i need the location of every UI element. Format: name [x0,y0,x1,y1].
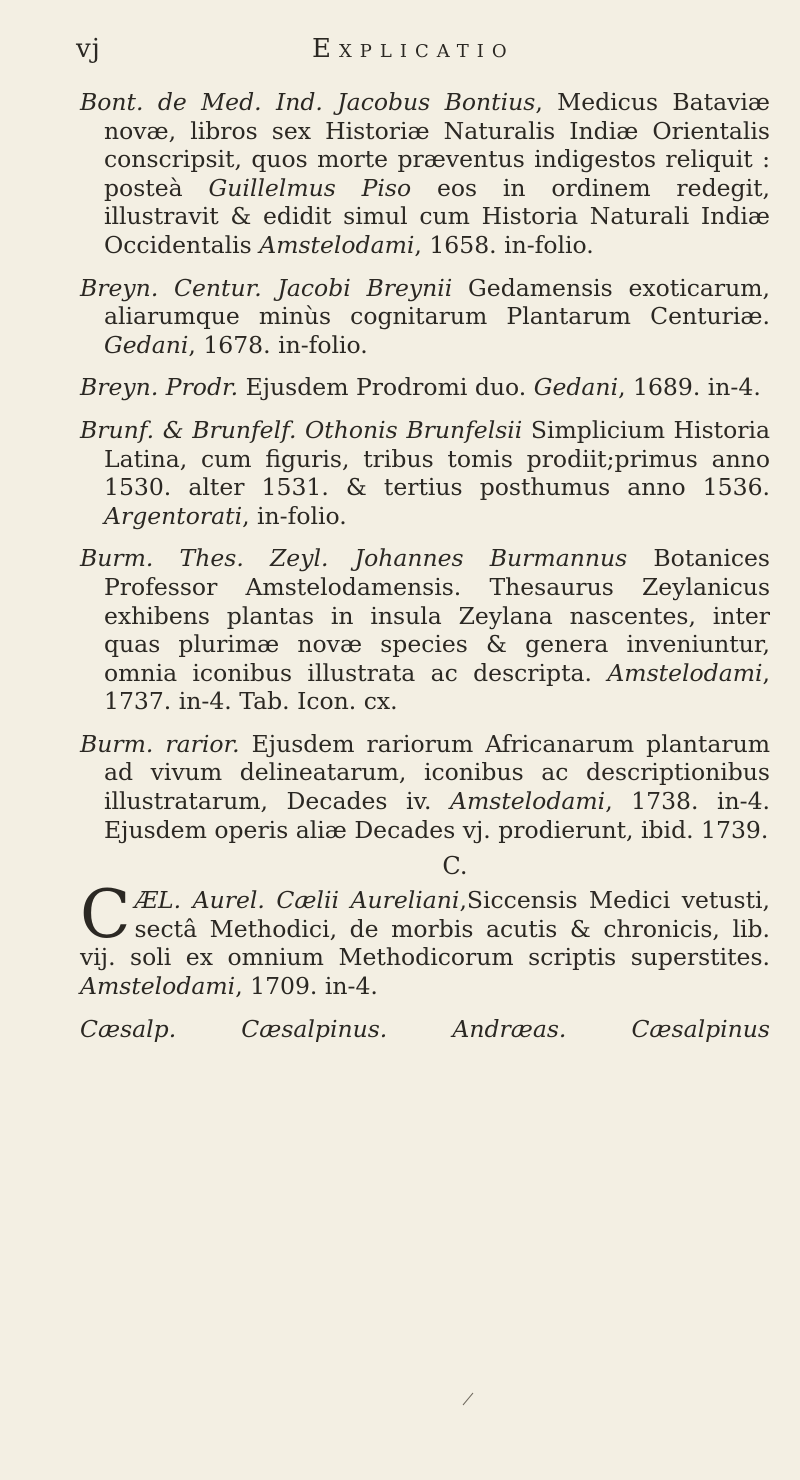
entry-text: , 1658. in-folio. [414,230,594,259]
entry-italic-text: Amstelodami [259,230,415,259]
entry-abbreviation: Breyn. Centur. [80,273,262,302]
entry-abbreviation: Bont. de Med. Ind. [80,88,323,116]
bibliography-entry [80,274,770,360]
entry-italic-text: Gedani [533,373,619,402]
catchword-line [80,1015,770,1043]
entry-text: Simplicium Historia Latina, cum figuris, tribus tomis prodiit;primus anno 1530. alter 1531. & tertius posthumus anno 1536. [104,415,770,502]
catchword: Cæsalpinus. [241,1014,388,1043]
entry-abbreviation: Breyn. Prodr. [80,373,239,402]
bibliography-entries [80,88,770,844]
entry-text: ,Siccensis Medici vetusti, sectâ Methodici, de morbis acutis & chronicis, lib. vij. soli ex omnium Methodicorum scriptis superstites. [80,886,770,972]
bibliography-entry [80,730,770,844]
entry-text: Gedamensis exoticarum, aliarumque minùs cognitarum Plantarum Centuriæ. [104,273,771,331]
entry-italic-text: Othonis Brunfelsii [305,415,523,444]
drop-cap: C [80,876,131,954]
entry-italic-text: Guillelmus Piso [208,173,412,202]
bibliography-entry [80,544,770,716]
entry-text: , 1738. in-4. Ejusdem operis aliæ Decades vj. prodierunt, ibid. 1739. [104,787,770,844]
stray-ink-mark [462,1392,474,1406]
catchword: Cæsalp. [80,1014,177,1043]
entry-text: , Medicus Bataviæ novæ, libros sex Historiæ Naturalis Indiæ Orientalis conscripsit, quos morte præventus indigestos reliquit : posteà [104,88,770,202]
entry-abbreviation: Brunf. & Brunfelf. [80,415,297,444]
entry-text: eos in ordinem redegit, illustravit & edidit simul cum Historia Naturali Indiæ Occidentalis [104,173,770,259]
entry-abbreviation: Burm. Thes. Zeyl. [80,544,329,573]
catchword: Cæsalpinus [631,1014,770,1043]
running-head [76,34,770,84]
section-letter: C. [442,852,468,881]
entry-italic-text: Amstelodami [450,787,606,816]
entry-abbreviation: Burm. rarior. [80,729,240,758]
entry-italic-text: Amstelodami [607,658,763,687]
entry-text: , in-folio. [242,501,347,530]
entry-abbreviation: ÆL. Aurel. [134,886,265,915]
entry-italic-text: Gedani [104,330,189,359]
entry-italic-text: Jacobus Bontius [337,88,536,116]
entry-text: Ejusdem Prodromi duo. [245,373,534,402]
entry-text: , 1689. in-4. [618,373,761,402]
running-title: Explicatio [312,34,515,64]
entry-text: Botanices Professor Amstelodamensis. Thesaurus Zeylanicus exhibens plantas in insula Zeylana nascentes, inter quas plurimæ novæ species & genera inveniuntur, omnia iconibus illustrata ac descripta. [104,544,770,687]
entry-text: , 1678. in-folio. [188,330,368,359]
entry-text: , 1737. in-4. Tab. Icon. cx. [104,658,770,716]
bibliography-entry [80,88,770,260]
catchword: Andræas. [452,1014,567,1043]
entry-italic-text: Jacobi Breynii [277,273,453,302]
entry-text: , 1709. in-4. [235,972,378,1001]
entry-italic-text: Argentorati [104,501,243,530]
entry-italic-text: Amstelodami [80,972,236,1001]
entry-italic-text: Johannes Burmannus [354,544,628,573]
bibliography-entry [80,416,770,530]
page-number: vj [76,34,101,64]
entry-text: Ejusdem rariorum Africanarum plantarum ad vivum delineatarum, iconibus ac descriptionibus illustratarum, Decades iv. [104,729,770,816]
entry-italic-text: Cælii Aureliani [276,886,460,915]
bibliography-entry [80,373,770,402]
bibliography-entry-initial [80,876,770,1001]
